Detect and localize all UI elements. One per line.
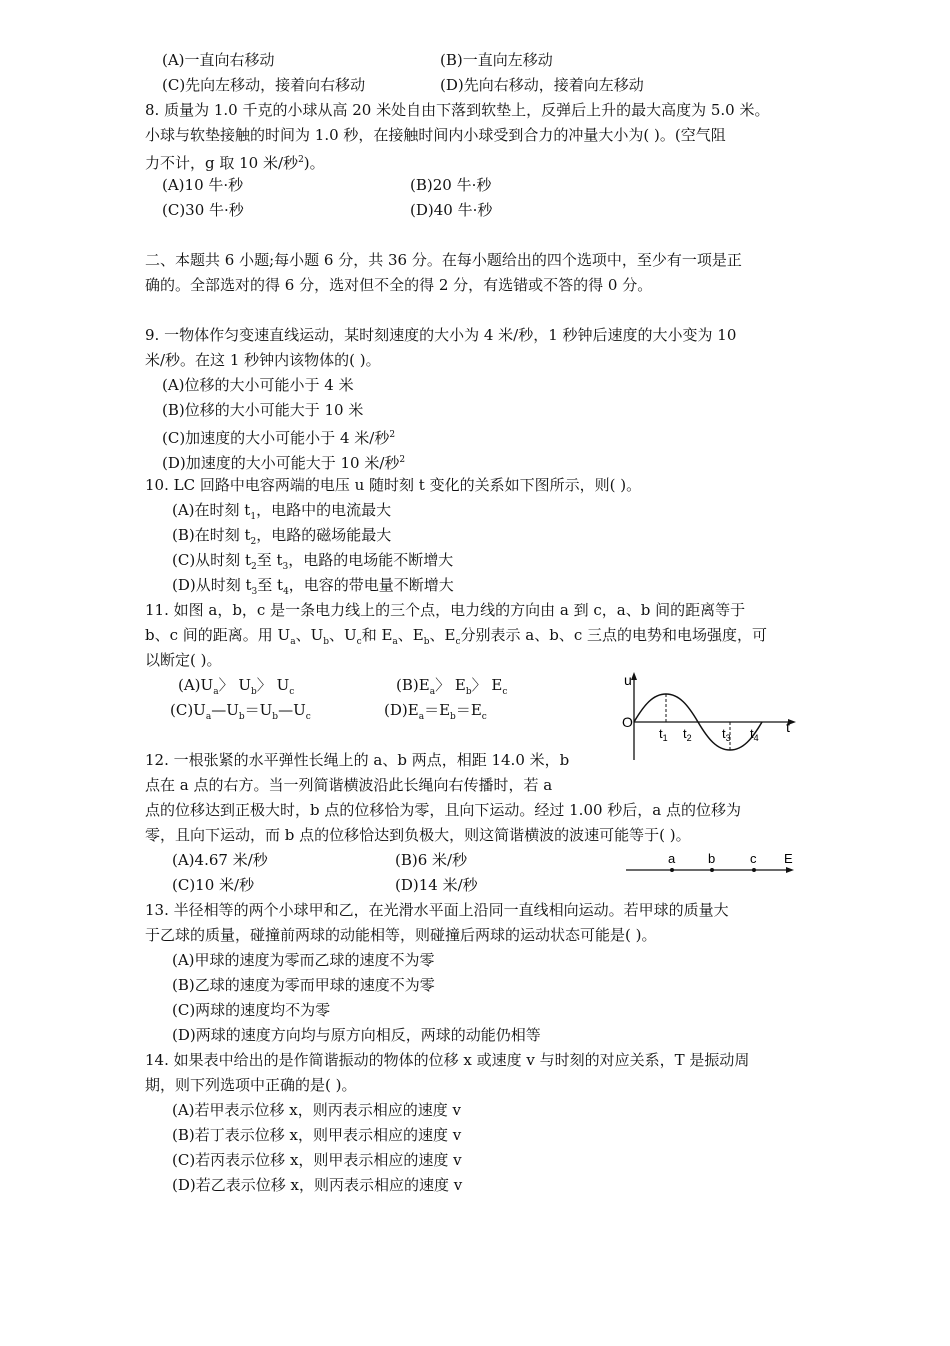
- q9-option-a: (A)位移的大小可能小于 4 米: [162, 376, 354, 394]
- q8-option-b: (B)20 牛·秒: [410, 176, 492, 194]
- q12-option-a: (A)4.67 米/秒: [172, 851, 268, 869]
- section2-instructions-2: 确的。全部选对的得 6 分，选对但不全的得 2 分，有选错或不答的得 0 分。: [145, 276, 653, 294]
- q10-text-1: 10. LC 回路中电容两端的电压 u 随时刻 t 变化的关系如下图所示，则( )。: [145, 476, 642, 494]
- q10-option-d: (D)从时刻 $t_3$至 $t_4$，电容的带电量不断增大: [172, 576, 454, 597]
- q12-option-d: (D)14 米/秒: [395, 876, 478, 894]
- q11-option-b: $(B)E_a$〉 $E_b$〉 $E_c$: [396, 676, 508, 697]
- axis-label-u: u: [624, 672, 632, 688]
- q13-text-1: 13. 半径相等的两个小球甲和乙，在光滑水平面上沿同一直线相向运动。若甲球的质量大: [145, 901, 729, 919]
- voltage-time-graph: [620, 670, 800, 770]
- q13-option-d: (D)两球的速度方向均与原方向相反，两球的动能仍相等: [172, 1026, 541, 1044]
- q9-option-d: (D)加速度的大小可能大于 10 米/秒$^2$: [162, 454, 406, 472]
- q13-option-a: (A)甲球的速度为零而乙球的速度不为零: [172, 951, 435, 969]
- q12-option-c: (C)10 米/秒: [172, 876, 255, 894]
- q14-text-1: 14. 如果表中给出的是作简谐振动的物体的位移 x 或速度 v 与时刻的对应关系，T 是振动周: [145, 1051, 750, 1069]
- q7-option-c: (C)先向左移动，接着向右移动: [162, 76, 366, 94]
- q11-option-c: $(C)U_a—U_b=U_b—U_c$: [170, 701, 311, 722]
- q14-option-a: (A)若甲表示位移 x，则丙表示相应的速度 v: [172, 1101, 462, 1119]
- field-e-label: E: [784, 851, 793, 866]
- q8-option-a: (A)10 牛·秒: [162, 176, 244, 194]
- q10-option-c: (C)从时刻 $t_2$至 $t_3$，电路的电场能不断增大: [172, 551, 454, 572]
- q14-text-2: 期，则下列选项中正确的是( )。: [145, 1076, 357, 1094]
- q12-text-3: 点的位移达到正极大时，b 点的位移恰为零，且向下运动。经过 1.00 秒后，a 点的位移为: [145, 801, 742, 819]
- tick-t2: $t_2$: [683, 726, 692, 743]
- q11-text-2: b、c 间的距离。用 $U_a$、$U_b$、$U_c$和 $E_a$、$E_b$、$E_c$分别表示 a、b、c 三点的电势和电场强度，可: [145, 626, 767, 647]
- q10-option-b: (B)在时刻 $t_2$，电路的磁场能最大: [172, 526, 392, 547]
- q12-text-2: 点在 a 点的右方。当一列简谐横波沿此长绳向右传播时，若 a: [145, 776, 553, 794]
- field-line-diagram: [620, 848, 800, 878]
- q12-option-b: (B)6 米/秒: [395, 851, 468, 869]
- point-b-label: b: [708, 851, 716, 866]
- q9-option-b: (B)位移的大小可能大于 10 米: [162, 401, 364, 419]
- axis-label-t: t: [786, 719, 790, 735]
- tick-t1: $t_1$: [659, 726, 668, 743]
- section2-instructions-1: 二、本题共 6 小题;每小题 6 分，共 36 分。在每小题给出的四个选项中，至少有一项是正: [145, 251, 742, 269]
- q11-option-a: $(A)U_a$〉 $U_b$〉 $U_c$: [178, 676, 295, 697]
- q8-text-1: 8. 质量为 1.0 千克的小球从高 20 米处自由下落到软垫上，反弹后上升的最大高度为 5.0 米。: [145, 101, 770, 119]
- q14-option-c: (C)若丙表示位移 x，则甲表示相应的速度 v: [172, 1151, 462, 1169]
- q8-option-c: (C)30 牛·秒: [162, 201, 244, 219]
- q14-option-b: (B)若丁表示位移 x，则甲表示相应的速度 v: [172, 1126, 462, 1144]
- q7-option-b: (B)一直向左移动: [440, 51, 553, 69]
- q11-text-1: 11. 如图 a，b，c 是一条电力线上的三个点，电力线的方向由 a 到 c，a、b 间的距离等于: [145, 601, 746, 619]
- q7-option-d: (D)先向右移动，接着向左移动: [440, 76, 644, 94]
- q13-option-b: (B)乙球的速度为零而甲球的速度不为零: [172, 976, 435, 994]
- q10-option-a: (A)在时刻 $t_1$，电路中的电流最大: [172, 501, 392, 522]
- q11-option-d: $(D)E_a=E_b=E_c$: [384, 701, 487, 722]
- q8-option-d: (D)40 牛·秒: [410, 201, 493, 219]
- point-a-label: a: [668, 851, 676, 866]
- q12-text-1: 12. 一根张紧的水平弹性长绳上的 a、b 两点，相距 14.0 米，b: [145, 751, 570, 769]
- q13-text-2: 于乙球的质量，碰撞前两球的动能相等，则碰撞后两球的运动状态可能是( )。: [145, 926, 657, 944]
- q8-text-2: 小球与软垫接触的时间为 1.0 秒，在接触时间内小球受到合力的冲量大小为( )。(空气阻: [145, 126, 726, 144]
- q13-option-c: (C)两球的速度均不为零: [172, 1001, 331, 1019]
- q14-option-d: (D)若乙表示位移 x，则丙表示相应的速度 v: [172, 1176, 463, 1194]
- origin-label: O: [622, 714, 633, 730]
- q9-text-2: 米/秒。在这 1 秒钟内该物体的( )。: [145, 351, 381, 369]
- q7-option-a: (A)一直向右移动: [162, 51, 275, 69]
- q11-text-3: 以断定( )。: [145, 651, 222, 669]
- q12-text-4: 零，且向下运动，而 b 点的位移恰达到负极大，则这简谐横波的波速可能等于( )。: [145, 826, 691, 844]
- tick-t3: $t_3$: [722, 726, 731, 743]
- point-c-label: c: [750, 851, 757, 866]
- q8-text-3: 力不计，g 取 10 米/秒$^2$)。: [145, 154, 325, 172]
- q9-text-1: 9. 一物体作匀变速直线运动，某时刻速度的大小为 4 米/秒，1 秒钟后速度的大小变为 10: [145, 326, 737, 344]
- q9-option-c: (C)加速度的大小可能小于 4 米/秒$^2$: [162, 429, 396, 447]
- tick-t4: $t_4$: [750, 726, 759, 743]
